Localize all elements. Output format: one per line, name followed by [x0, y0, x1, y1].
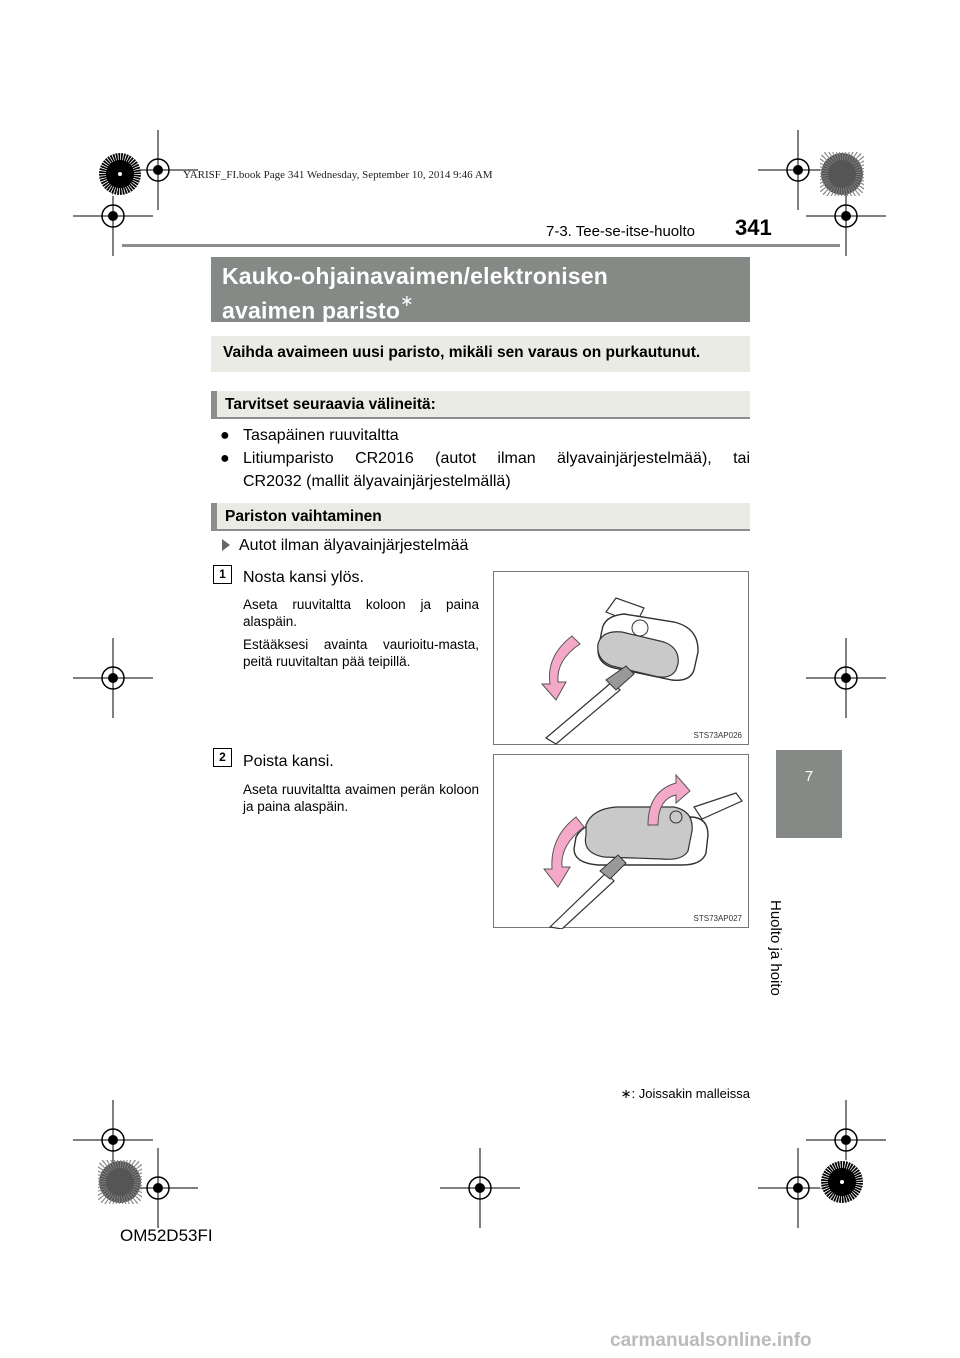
triangle-arrow-icon: [222, 539, 230, 551]
step-title: Nosta kansi ylös.: [243, 569, 364, 586]
key-illustration-icon: [494, 572, 750, 746]
header-rule: [122, 244, 840, 247]
crosshair-mark-icon: [73, 638, 153, 718]
step-description: Aseta ruuvitaltta avaimen perän koloon ja paina alaspäin.: [243, 782, 479, 814]
key-remove-cover-illustration: [493, 754, 749, 928]
key-open-cover-illustration: [493, 571, 749, 745]
starburst-mark-icon: [820, 1160, 864, 1204]
print-info: YARISF_FI.book Page 341 Wednesday, September 10, 2014 9:46 AM: [183, 169, 493, 181]
starburst-mark-icon: [98, 1160, 142, 1204]
chapter-label-wrap: [767, 900, 818, 1020]
starburst-mark-icon: [820, 152, 864, 196]
watermark: carmanualsonline.info: [610, 1330, 812, 1351]
chapter-label: Huolto ja hoito: [767, 900, 784, 996]
title-line-2: avaimen paristo: [222, 297, 401, 324]
step-number: 1: [213, 565, 232, 584]
variant-label: [222, 537, 468, 555]
variant-text: Autot ilman älyavainjärjestelmää: [239, 537, 469, 554]
step-title: Poista kansi.: [243, 753, 334, 770]
tool-item-line: Litiumparisto CR2016 (autot ilman älyavainjärjestelmää), tai: [243, 450, 750, 467]
page-number: 341: [735, 215, 772, 240]
tools-heading-text: Tarvitset seuraavia välineitä:: [225, 396, 436, 413]
image-code: STS73AP026: [693, 731, 742, 740]
key-illustration-icon: [494, 755, 750, 929]
chapter-number: 7: [804, 768, 814, 785]
document-code: OM52D53FI: [120, 1226, 213, 1245]
page-title: [211, 257, 750, 322]
tool-item: [243, 448, 750, 470]
tools-heading: [211, 391, 750, 419]
bullet-icon: ●: [220, 450, 230, 467]
tool-item-line: CR2032 (mallit älyavainjärjestelmällä): [243, 473, 511, 490]
step-description: Aseta ruuvitaltta koloon ja paina alaspäin.: [243, 597, 479, 629]
replace-heading: [211, 503, 750, 531]
tool-item: Tasapäinen ruuvitaltta: [243, 427, 399, 444]
step-description: Estääksesi avainta vaurioitu-masta, peitä ruuvitaltan pää teipillä.: [243, 637, 479, 669]
crosshair-mark-icon: [806, 638, 886, 718]
intro-box: [211, 336, 750, 372]
section-label: 7-3. Tee-se-itse-huolto: [546, 223, 695, 240]
bullet-icon: ●: [220, 427, 230, 444]
chapter-tab: [776, 750, 842, 838]
title-line-1: Kauko-ohjainavaimen/elektronisen: [222, 263, 609, 289]
image-code: STS73AP027: [693, 914, 742, 923]
intro-text: Vaihda avaimeen uusi paristo, mikäli sen varaus on purkautunut.: [223, 344, 701, 361]
footnote: ∗: Joissakin malleissa: [620, 1086, 750, 1101]
replace-heading-text: Pariston vaihtaminen: [225, 508, 382, 525]
starburst-mark-icon: [98, 152, 142, 196]
step-number: 2: [213, 748, 232, 767]
title-footnote-marker: ∗: [400, 293, 414, 310]
crosshair-mark-icon: [440, 1148, 520, 1228]
